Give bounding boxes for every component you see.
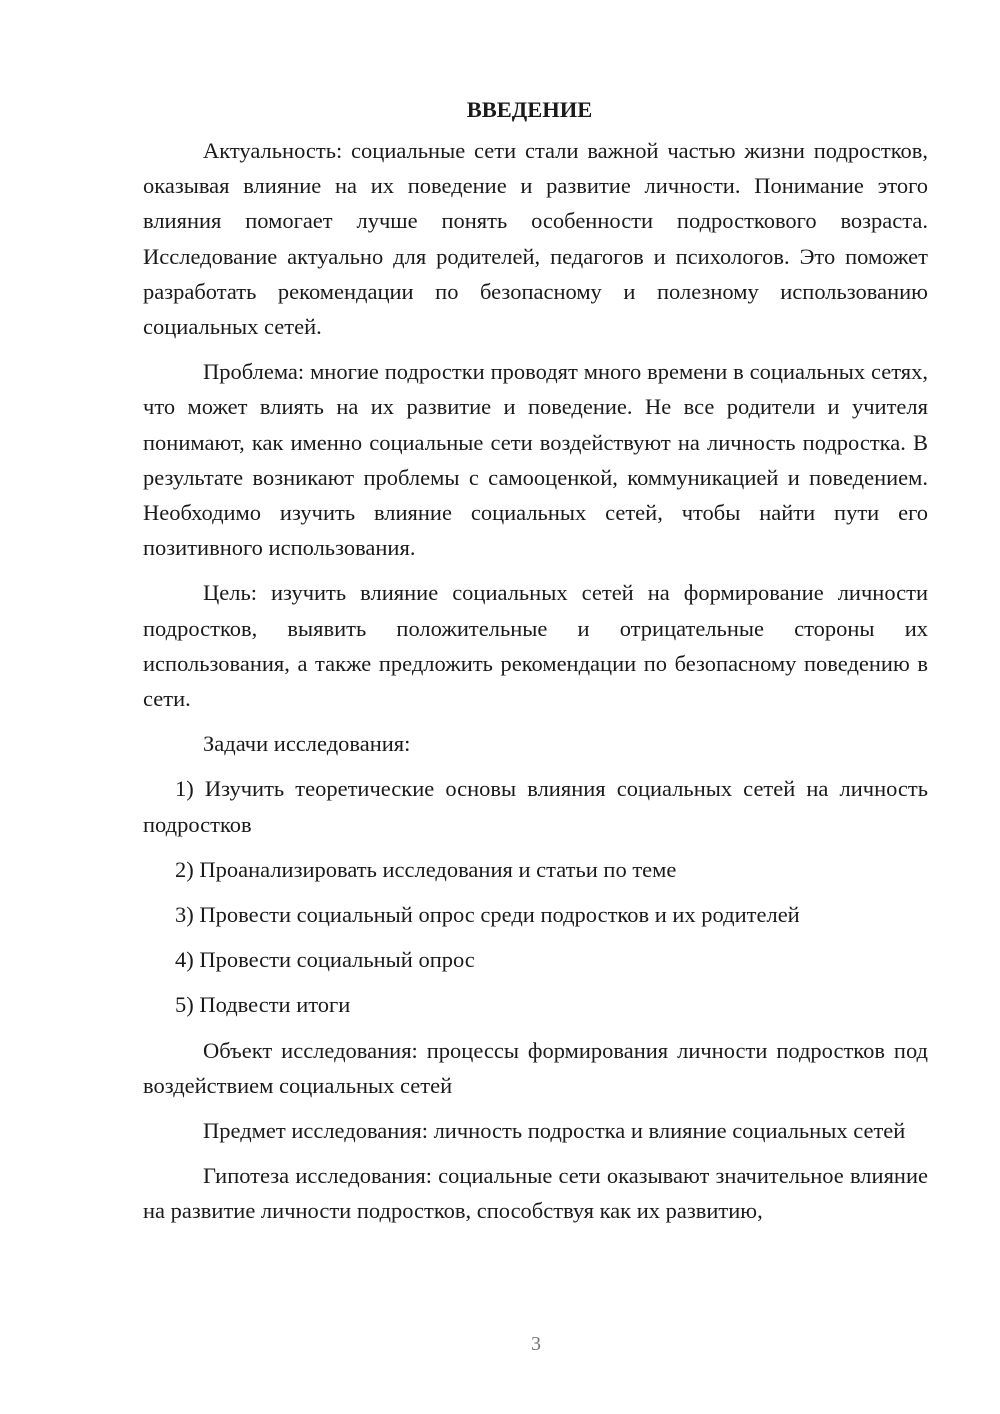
page-body <box>143 92 928 1239</box>
tasks-heading: Задачи исследования: <box>203 731 411 757</box>
page-number: 3 <box>531 1333 541 1355</box>
page-title: ВВЕДЕНИЕ <box>466 97 593 122</box>
task-item-5: 5) Подвести итоги <box>175 992 351 1018</box>
task-item-1: 1) Изучить теоретические основы влияния социальных сетей на личность подростков <box>143 776 928 837</box>
task-item-3: 3) Провести социальный опрос среди подростков и их родителей <box>175 902 800 928</box>
paragraph-subject: Предмет исследования: личность подростка и влияние социальных сетей <box>203 1118 906 1144</box>
task-item-4: 4) Провести социальный опрос <box>175 947 475 973</box>
paragraph-goal: Цель: изучить влияние социальных сетей на формирование личности подростков, выявить положительные и отрицательные стороны их использования, а также предложить рекомендации по безопасному поведению в сети. <box>143 580 928 712</box>
paragraph-problem: Проблема: многие подростки проводят много времени в социальных сетях, что может влиять на их развитие и поведение. Не все родители и учителя понимают, как именно социальные сети воздействуют на личность подростка. В результате возникают проблемы с самооценкой, коммуникацией и поведением. Необходимо изучить влияние социальных сетей, чтобы найти пути его позитивного использования. <box>143 359 928 561</box>
task-item-2: 2) Проанализировать исследования и статьи по теме <box>175 856 677 882</box>
paragraph-relevance: Актуальность: социальные сети стали важной частью жизни подростков, оказывая влияние на их поведение и развитие личности. Понимание этого влияния помогает лучше понять особенности подросткового возраста. Исследование актуально для родителей, педагогов и психологов. Это поможет разработать рекомендации по безопасному и полезному использованию социальных сетей. <box>143 138 928 340</box>
paragraph-object: Объект исследования: процессы формирования личности подростков под воздействием социальных сетей <box>143 1037 928 1098</box>
paragraph-hypothesis: Гипотеза исследования: социальные сети оказывают значительное влияние на развитие личности подростков, способствуя как их развитию, <box>143 1163 928 1224</box>
